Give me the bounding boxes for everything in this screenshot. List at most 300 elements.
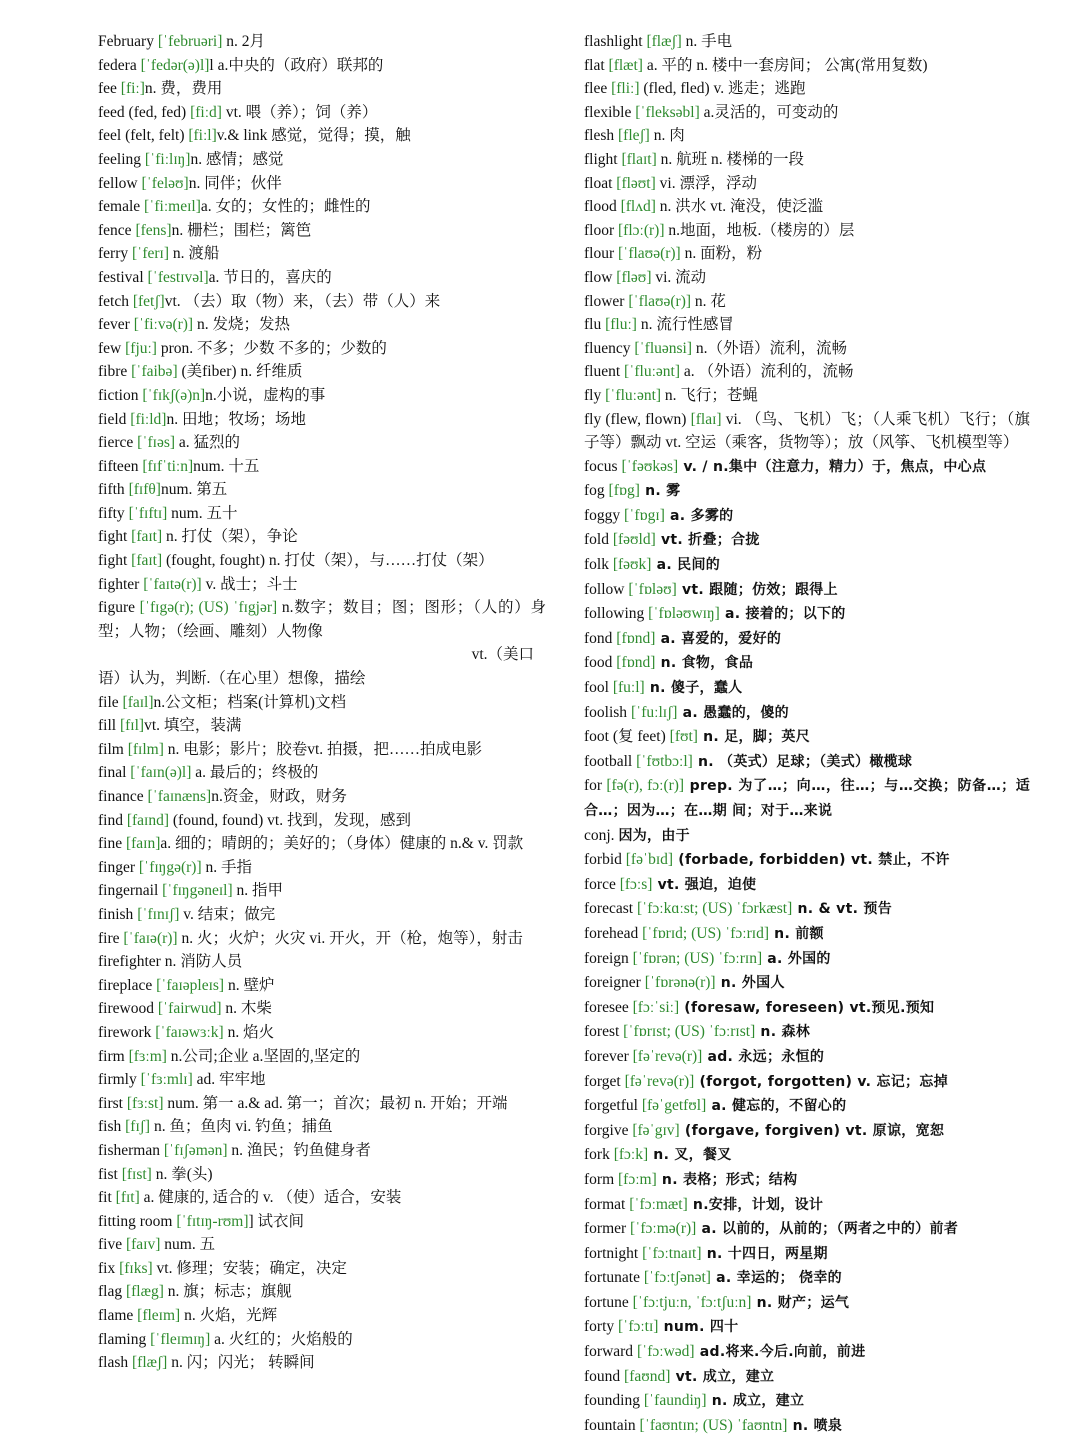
entry-word: fool	[584, 679, 609, 697]
vocab-entry	[98, 1328, 546, 1352]
entry-pronunciation: [fens]	[135, 221, 172, 239]
entry-pronunciation: [flaɪ]	[690, 410, 722, 428]
entry-word: founding	[584, 1392, 640, 1410]
entry-pronunciation: [ˈfaɪtə(r)]	[143, 575, 202, 593]
entry-meaning: 语）认为，判断.（在心里）想像，描绘	[98, 670, 366, 688]
vocab-entry	[584, 337, 1030, 361]
vocab-entry	[98, 360, 546, 384]
entry-pronunciation: [ˈfluːənt]	[605, 386, 662, 404]
entry-word: find	[98, 811, 123, 829]
entry-pronunciation: [fɜːm]	[128, 1047, 167, 1065]
entry-word: forever	[584, 1047, 629, 1065]
entry-word: flower	[584, 292, 625, 310]
entry-pronunciation: [ˈfaɪəpleɪs]	[156, 976, 225, 994]
vocab-entry	[98, 478, 546, 502]
entry-meaning: a. 以前的，从前的；（两者之中的）前者	[696, 1221, 959, 1238]
entry-word: February	[98, 33, 154, 50]
vocab-entry	[98, 30, 546, 54]
vocab-entry	[584, 848, 1030, 873]
entry-pronunciation: [ˈflaʊə(r)]	[628, 292, 692, 310]
entry-meaning: n. 叉，餐叉	[648, 1147, 732, 1164]
vocab-entry	[98, 266, 546, 290]
vocab-entry	[98, 455, 546, 479]
entry-word: five	[98, 1236, 123, 1254]
vocab-entry	[98, 856, 546, 880]
entry-word: fluency	[584, 339, 631, 357]
entry-pronunciation: [ˈfɒrɪd; (US) ˈfɔːrɪd]	[642, 924, 769, 942]
entry-word: flag	[98, 1283, 123, 1301]
entry-pronunciation: [fləʊ]	[616, 268, 652, 286]
entry-pronunciation: [fʊt]	[669, 728, 698, 746]
entry-pronunciation: [ˈfaundiŋ]	[643, 1392, 707, 1410]
vocab-entry	[98, 525, 546, 549]
entry-meaning: n. 消防人员	[164, 953, 243, 971]
vocab-entry	[98, 1115, 546, 1139]
vocab-entry	[98, 1280, 546, 1304]
entry-pronunciation: [ˈfɔːmæt]	[629, 1195, 688, 1213]
entry-pronunciation: [fiː]	[120, 80, 145, 98]
entry-word: forgetful	[584, 1097, 638, 1115]
entry-pronunciation: [fliː]	[611, 80, 640, 98]
entry-word: fortnight	[584, 1244, 639, 1262]
vocab-entry	[584, 947, 1030, 972]
entry-pronunciation: [fiːl]	[188, 127, 217, 145]
entry-pronunciation: [ˈfɒrən; (US) ˈfɔːrɪn]	[632, 949, 763, 967]
left-column	[98, 30, 546, 1375]
entry-meaning: n.安排，计划，设计	[687, 1196, 824, 1213]
entry-pronunciation: [faʊnd]	[624, 1367, 671, 1385]
entry-word: flee	[584, 80, 608, 98]
entry-meaning: n. 雾	[639, 483, 681, 500]
entry-meaning: vt. 跟随；仿效；跟得上	[676, 581, 838, 598]
entry-meaning: a. 健忘的，不留心的	[706, 1098, 847, 1115]
entry-word: fit	[98, 1189, 112, 1207]
entry-word: fill	[98, 717, 117, 735]
entry-word: for	[584, 777, 603, 795]
entry-pronunciation: [ˈfɒləʊwɪŋ]	[648, 605, 720, 623]
entry-meaning: a. 外国的	[762, 950, 831, 967]
vocab-entry	[584, 996, 1030, 1021]
entry-pronunciation: [fəˈrevə(r)]	[624, 1072, 695, 1090]
entry-meaning: vt. 折叠；合拢	[655, 532, 760, 549]
entry-word: festival	[98, 268, 144, 286]
entry-pronunciation: [ˈfɔːtjuːn, ˈfɔːtʃuːn]	[632, 1293, 752, 1311]
entry-pronunciation: [fɪst]	[121, 1165, 152, 1183]
vocab-entry	[98, 1186, 546, 1210]
vocab-entry	[584, 455, 1030, 480]
right-column	[584, 30, 1030, 1438]
entry-meaning: vt. 成立，建立	[670, 1368, 775, 1385]
entry-word: flaming	[98, 1330, 147, 1348]
vocab-entry	[98, 1045, 546, 1069]
entry-pronunciation: [fəˈgɪv]	[632, 1121, 680, 1139]
vocab-entry	[584, 1365, 1030, 1390]
entry-pronunciation: [ˈfɒrənə(r)]	[644, 974, 716, 992]
entry-word: fountain	[584, 1416, 636, 1434]
entry-meaning: a. 平的 n. 楼中一套房间； 公寓(常用复数)	[642, 56, 928, 74]
entry-pronunciation: [fleɪm]	[137, 1307, 181, 1325]
entry-pronunciation: [ˈfɒrɪst; (US) ˈfɔːrɪst]	[623, 1023, 756, 1041]
entry-meaning: n. 渡船	[169, 245, 220, 263]
entry-meaning: n. 十四日，两星期	[701, 1245, 828, 1262]
vocab-entry	[584, 528, 1030, 553]
vocab-entry	[98, 1068, 546, 1092]
entry-pronunciation: [fɪt]	[115, 1189, 140, 1207]
entry-pronunciation: [faɪv]	[125, 1236, 161, 1254]
vocab-entry	[98, 1233, 546, 1257]
entry-word: forward	[584, 1343, 634, 1361]
entry-meaning: n. 焰火	[223, 1023, 275, 1041]
entry-word: following	[584, 605, 645, 623]
entry-pronunciation: [fəʊk]	[612, 556, 652, 574]
vocab-entry	[98, 219, 546, 243]
entry-pronunciation: [ˈfebruəri]	[157, 33, 223, 50]
entry-meaning: n. 流行性感冒	[636, 316, 734, 334]
entry-pronunciation: [ˈfʊtbɔːl]	[636, 752, 693, 770]
entry-pronunciation: [ˈfiːlɪŋ]	[144, 150, 191, 168]
vocab-entry	[584, 124, 1030, 148]
entry-meaning: n. 航班 n. 楼梯的一段	[656, 150, 805, 168]
entry-pronunciation: [ˈfɪŋgəneɪl]	[162, 882, 233, 900]
entry-meaning: a. 愚蠢的，傻的	[677, 704, 789, 721]
entry-word: fix	[98, 1259, 116, 1277]
entry-meaning: a. 接着的；以下的	[719, 606, 846, 623]
vocab-entry	[584, 54, 1030, 78]
entry-meaning: v. 结束；做完	[179, 905, 276, 923]
entry-word: fighter	[98, 575, 140, 593]
entry-meaning: vi. 漂浮，浮动	[655, 174, 757, 192]
entry-meaning: num. 四十	[658, 1319, 739, 1336]
vocab-entry	[98, 573, 546, 597]
entry-pronunciation: [ˈfɪəs]	[137, 434, 176, 452]
entry-pronunciation: [fiːd]	[190, 103, 222, 121]
entry-word: firmly	[98, 1071, 137, 1089]
entry-word: ferry	[98, 245, 129, 263]
entry-word: fingernail	[98, 882, 159, 900]
entry-pronunciation: [ˈfaɪəwɜːk]	[155, 1023, 224, 1041]
vocab-entry	[98, 903, 546, 927]
entry-meaning: n. 电影；影片；胶卷vt. 拍摄，把……拍成电影	[163, 740, 483, 758]
entry-word: focus	[584, 457, 618, 475]
entry-word: format	[584, 1195, 626, 1213]
entry-word: foresee	[584, 998, 629, 1016]
vocab-entry	[98, 549, 546, 573]
vocab-entry	[98, 502, 546, 526]
vocab-entry	[584, 101, 1030, 125]
entry-pronunciation: [ˈfɜːmlɪ]	[140, 1071, 193, 1089]
vocab-entry	[584, 172, 1030, 196]
entry-word: forehead	[584, 924, 639, 942]
vocab-entry	[584, 750, 1030, 775]
vocab-entry	[98, 124, 546, 148]
entry-meaning: prep. 为了…；向…，往…；与…交换；防备…；适合…；因为…；在…期 间；对于…来说	[584, 778, 1031, 819]
entry-pronunciation: [fɒg]	[608, 482, 640, 500]
entry-meaning: (fought, fought) n. 打仗（架），与……打仗（架）	[162, 552, 494, 570]
entry-meaning: n. 渔民；钓鱼健身者	[227, 1141, 371, 1159]
entry-meaning: n. 2月	[222, 33, 266, 50]
entry-word: flexible	[584, 103, 632, 121]
entry-word: firefighter	[98, 953, 161, 971]
vocab-entry	[98, 172, 546, 196]
entry-pronunciation: [flæʃ]	[132, 1354, 168, 1372]
entry-word: flashlight	[584, 33, 643, 50]
vocab-entry	[584, 195, 1030, 219]
entry-meaning: n.资金，财政，财务	[211, 788, 347, 805]
vocab-entry	[98, 927, 546, 951]
vocab-entry	[98, 667, 546, 691]
vocab-entry	[584, 77, 1030, 101]
entry-meaning: (fled, fled) v. 逃走；逃跑	[639, 80, 806, 98]
entry-meaning: num. 十五	[193, 457, 260, 475]
entry-pronunciation: [fɜːst]	[126, 1094, 164, 1112]
vocab-entry	[584, 1070, 1030, 1095]
vocab-entry	[98, 691, 546, 715]
vocab-entry	[98, 974, 546, 998]
vocab-entry	[98, 832, 546, 856]
entry-meaning: n. 面粉，粉	[680, 245, 763, 263]
entry-meaning: n.地面，地板.（楼房的）层	[664, 221, 855, 239]
entry-pronunciation: [ˈfɪʃəmən]	[163, 1141, 228, 1159]
vocab-entry	[98, 714, 546, 738]
entry-word: fee	[98, 80, 117, 98]
entry-word: first	[98, 1094, 123, 1112]
entry-pronunciation: [ˈfɔːwəd]	[636, 1343, 695, 1361]
entry-pronunciation: [flʌd]	[620, 198, 656, 216]
entry-meaning: n. 喷泉	[787, 1417, 843, 1434]
vocab-entry	[584, 1291, 1030, 1316]
entry-word: fine	[98, 835, 123, 853]
entry-pronunciation: [ˈferɪ]	[132, 245, 169, 263]
vocab-entry	[98, 879, 546, 903]
entry-word: fifth	[98, 481, 125, 499]
vocab-entry	[584, 290, 1030, 314]
vocab-entry	[584, 1217, 1030, 1242]
entry-meaning: n. 肉	[649, 127, 685, 145]
entry-pronunciation: [fɪks]	[119, 1259, 153, 1277]
vocab-entry	[584, 553, 1030, 578]
entry-pronunciation: [ˈfaɪə(r)]	[123, 929, 178, 947]
entry-word: finance	[98, 788, 144, 805]
entry-pronunciation: [ˈfɔːmə(r)]	[630, 1220, 697, 1238]
vocab-entry	[98, 738, 546, 762]
vocab-entry	[584, 1143, 1030, 1168]
entry-pronunciation: [fəˈgetfʊl]	[641, 1097, 707, 1115]
entry-meaning: n. 闪；闪光； 转瞬间	[167, 1354, 315, 1372]
entry-pronunciation: [faɪl]	[122, 693, 154, 711]
vocab-entry	[584, 627, 1030, 652]
entry-pronunciation: [faɪt]	[131, 552, 163, 570]
entry-pronunciation: [ˈfəʊkəs]	[621, 457, 679, 475]
entry-word: feed (fed, fed)	[98, 103, 187, 121]
entry-word: final	[98, 764, 127, 782]
entry-pronunciation: [flaɪt]	[621, 150, 657, 168]
entry-meaning: n.公司;企业 a.坚固的,坚定的	[166, 1047, 361, 1065]
entry-word: fitting room	[98, 1212, 173, 1230]
entry-meaning: ad. 永远；永恒的	[702, 1048, 825, 1065]
entry-meaning: n. 火；火炉；火灾 vi. 开火，开（枪，炮等），射击	[177, 929, 523, 947]
entry-word: fist	[98, 1165, 118, 1183]
entry-word: fly (flew, flown)	[584, 410, 687, 428]
entry-word: fireplace	[98, 976, 153, 994]
entry-pronunciation: [faɪt]	[131, 528, 163, 546]
entry-meaning: a. 猛烈的	[175, 434, 241, 452]
entry-meaning: vt. 强迫，迫使	[652, 876, 757, 893]
entry-meaning: n. 旗；标志；旗舰	[163, 1283, 292, 1301]
vocab-entry	[98, 1139, 546, 1163]
entry-pronunciation: [ˈfɪtɪŋ-rʊm]	[176, 1212, 249, 1230]
entry-meaning: n.数字；数目；图；图形；（人的）身型；人物；（绘画、雕刻）人物像	[98, 599, 546, 640]
entry-meaning: n. 森林	[755, 1024, 811, 1041]
entry-word: fence	[98, 221, 132, 239]
entry-word: flu	[584, 316, 602, 334]
entry-word: flash	[98, 1354, 129, 1372]
vocab-entry	[98, 148, 546, 172]
entry-meaning: pron. 不多；少数 不多的；少数的	[156, 339, 387, 357]
entry-meaning: n. 手指	[201, 858, 253, 876]
entry-pronunciation: [ˈflaʊə(r)]	[618, 245, 681, 263]
entry-pronunciation: [flæʃ]	[646, 33, 682, 50]
entry-meaning: n. 傻子，蠢人	[644, 680, 743, 697]
entry-meaning: n. 发烧；发热	[193, 316, 290, 334]
vocab-entry	[584, 408, 1030, 455]
entry-pronunciation: [ˈfuːlɪʃ]	[630, 703, 678, 721]
entry-word: fibre	[98, 363, 128, 381]
entry-meaning: n. 指甲	[232, 882, 284, 900]
vocab-entry	[584, 30, 1030, 54]
entry-pronunciation: [ˈfɪftɪ]	[128, 504, 168, 522]
entry-pronunciation: [ˈfɒləʊ]	[628, 580, 677, 598]
entry-pronunciation: [fiːld]	[130, 410, 167, 428]
entry-meaning: a.灵活的，可变动的	[699, 103, 839, 121]
entry-meaning: n. 足，脚；英尺	[697, 729, 811, 746]
entry-pronunciation: [faɪn]	[125, 835, 161, 853]
entry-word: finish	[98, 905, 134, 923]
entry-meaning: n. 洪水 vt. 淹没，使泛滥	[655, 198, 823, 216]
entry-meaning: n. 壁炉	[224, 976, 275, 994]
entry-pronunciation: [ˈfɔːtnaɪt]	[642, 1244, 702, 1262]
vocab-entry	[584, 725, 1030, 750]
entry-meaning: a. 多雾的	[664, 507, 734, 524]
entry-word: float	[584, 174, 613, 192]
entry-word: conj.	[584, 826, 615, 844]
entry-meaning: n. 木柴	[221, 1000, 272, 1018]
entry-meaning: n. 拳(头)	[151, 1165, 213, 1183]
entry-pronunciation: [fɪlm]	[127, 740, 164, 758]
vocab-entry	[584, 1242, 1030, 1267]
entry-meaning: n. 火焰，光辉	[180, 1307, 278, 1325]
entry-pronunciation: [fləʊt]	[616, 174, 656, 192]
entry-pronunciation: [ˈfluənsi]	[634, 339, 693, 357]
entry-pronunciation: [flɔː(r)]	[618, 221, 665, 239]
entry-word: fever	[98, 316, 130, 334]
entry-word: fight	[98, 528, 128, 546]
entry-pronunciation: [fjuː]	[125, 339, 157, 357]
entry-word: film	[98, 740, 124, 758]
entry-word: field	[98, 410, 127, 428]
entry-meaning: vt. 修理；安装；确定，决定	[152, 1259, 347, 1277]
vocab-entry	[98, 337, 546, 361]
entry-word: flood	[584, 198, 617, 216]
entry-pronunciation: [ˈfaɪnæns]	[147, 788, 212, 805]
vocab-entry	[584, 971, 1030, 996]
entry-word: fortune	[584, 1293, 629, 1311]
vocab-entry	[98, 1021, 546, 1045]
vocab-entry	[98, 242, 546, 266]
entry-word: finger	[98, 858, 136, 876]
vocab-entry	[584, 504, 1030, 529]
entry-pronunciation: [ˈfaʊntɪn; (US) ˈfaʊntn]	[639, 1416, 788, 1434]
vocab-entry	[584, 602, 1030, 627]
entry-word: fire	[98, 929, 120, 947]
entry-word: fiction	[98, 386, 139, 404]
entry-meaning: a. 节日的，喜庆的	[208, 268, 332, 286]
vocab-entry	[584, 1315, 1030, 1340]
entry-meaning: vi. 流动	[651, 268, 707, 286]
vocab-entry	[98, 1351, 546, 1375]
entry-meaning: num. 第一 a.& ad. 第一；首次；最初 n. 开始；开端	[163, 1094, 508, 1112]
entry-meaning: a. 健康的, 适合的 v. （使）适合，安装	[139, 1189, 402, 1207]
vocab-entry	[98, 1304, 546, 1328]
vocab-entry	[98, 596, 546, 643]
entry-word: file	[98, 693, 119, 711]
entry-word: forbid	[584, 851, 622, 869]
entry-meaning: ad. 牢牢地	[192, 1071, 266, 1089]
entry-pronunciation: [flæg]	[125, 1283, 164, 1301]
vocab-entry	[98, 1163, 546, 1187]
vocab-entry	[584, 824, 1030, 849]
entry-pronunciation: [ˈfeləʊ]	[141, 174, 189, 192]
entry-pronunciation: [fɔːs]	[619, 875, 653, 893]
entry-word: firewood	[98, 1000, 154, 1018]
entry-meaning: n. 打仗（架），争论	[162, 528, 298, 546]
entry-meaning: (forbade, forbidden) vt. 禁止，不许	[673, 852, 950, 869]
entry-meaning: a. 最后的；终极的	[191, 764, 319, 782]
vocab-entry	[584, 479, 1030, 504]
entry-meaning: vi. （鸟、飞机）飞；（人乘飞机）飞行；（旗子等）飘动 vt. 空运（乘客，货物等）；放（风筝、飞机模型等）	[584, 410, 1030, 452]
entry-pronunciation: [fuːl]	[612, 679, 645, 697]
vocab-entry	[98, 313, 546, 337]
vocab-entry	[584, 1119, 1030, 1144]
entry-word: fog	[584, 482, 605, 500]
entry-word: flesh	[584, 127, 615, 145]
entry-meaning: n. 前额	[769, 925, 824, 942]
vocab-entry	[584, 1168, 1030, 1193]
vocab-entry	[98, 950, 546, 974]
entry-meaning: num. 五十	[167, 504, 238, 522]
entry-meaning: n. 表格；形式；结构	[656, 1171, 798, 1188]
entry-word: form	[584, 1170, 615, 1188]
vocab-entry	[584, 313, 1030, 337]
entry-pronunciation: [ˈfaibə]	[131, 363, 178, 381]
entry-word: forget	[584, 1072, 621, 1090]
entry-meaning: n. 栅栏；围栏；篱笆	[171, 221, 312, 239]
entry-word: fold	[584, 531, 609, 549]
vocab-entry	[98, 809, 546, 833]
entry-word: federa	[98, 56, 137, 74]
entry-meaning: (forgave, forgiven) vt. 原谅，宽恕	[679, 1122, 945, 1139]
vocab-entry	[584, 360, 1030, 384]
vocab-entry	[584, 1389, 1030, 1414]
entry-pronunciation: [fɔːˈsiː]	[632, 998, 680, 1016]
entry-word: former	[584, 1220, 627, 1238]
entry-meaning: n.小说，虚构的事	[205, 386, 326, 404]
vocab-entry	[584, 1266, 1030, 1291]
entry-pronunciation: [ˈfɪnɪʃ]	[137, 905, 180, 923]
vocab-entry	[98, 54, 546, 78]
entry-word: forest	[584, 1023, 620, 1041]
entry-pronunciation: [fɪfθ]	[128, 481, 161, 499]
entry-word: foreign	[584, 949, 629, 967]
